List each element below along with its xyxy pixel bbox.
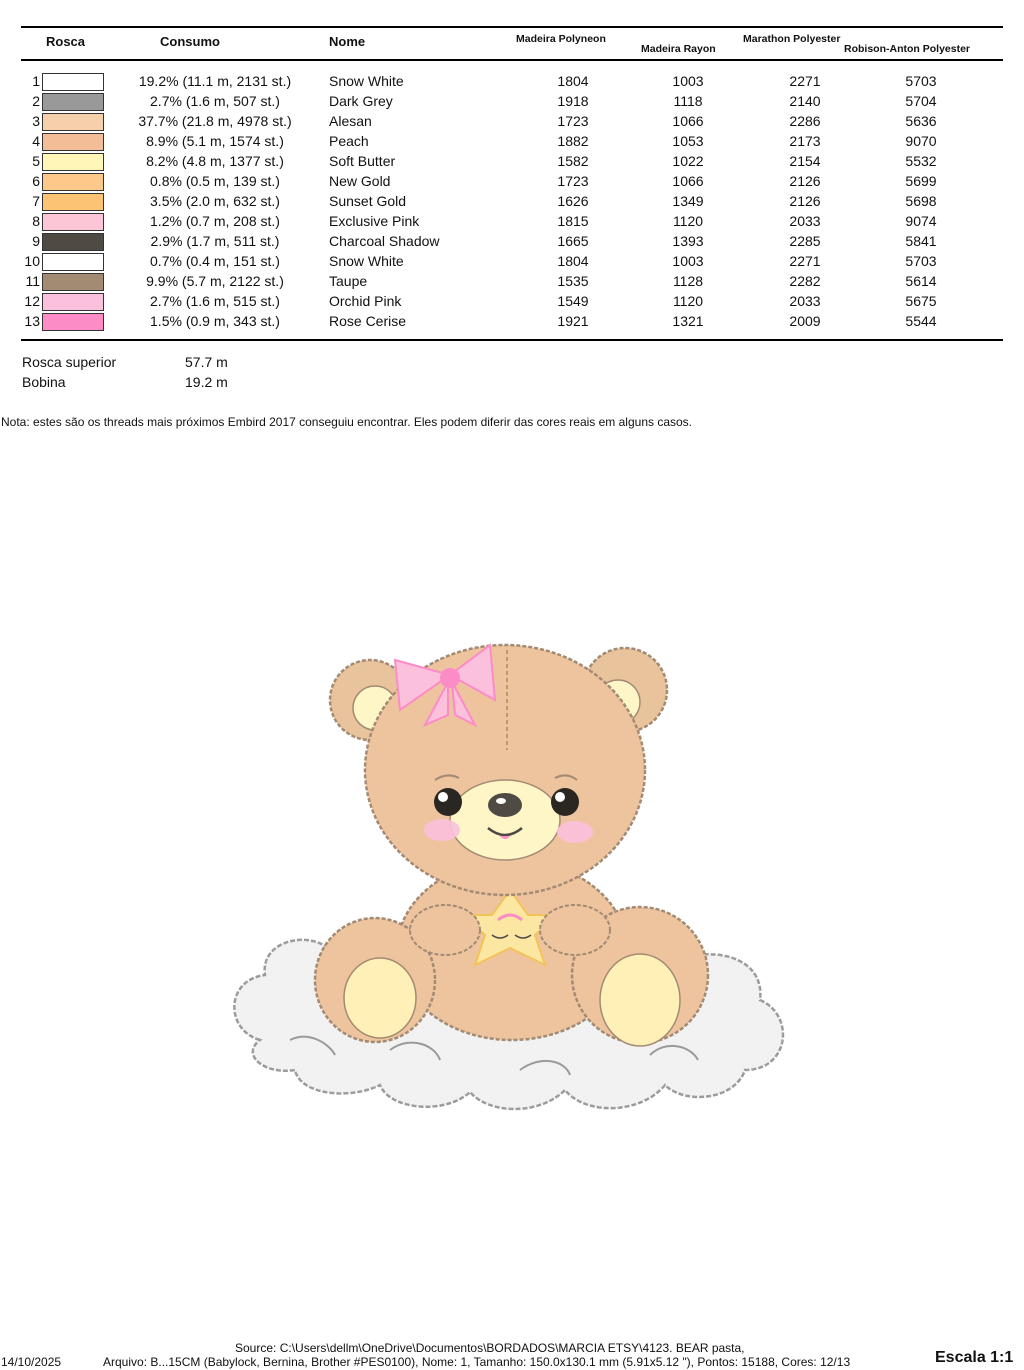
- thread-number: 3: [32, 113, 40, 129]
- marathon-polyester-code: 2271: [789, 73, 821, 89]
- robison-anton-code: 5614: [905, 273, 937, 289]
- madeira-polyneon-code: 1723: [557, 113, 589, 129]
- madeira-rayon-code: 1120: [672, 213, 704, 229]
- madeira-rayon-code: 1321: [672, 313, 704, 329]
- thread-consumption: 2.7% (1.6 m, 507 st.): [150, 93, 280, 109]
- thread-number: 11: [25, 273, 40, 289]
- marathon-polyester-code: 2154: [789, 153, 821, 169]
- madeira-rayon-code: 1003: [672, 73, 704, 89]
- thread-name: Taupe: [329, 273, 368, 289]
- thread-color-swatch: [42, 253, 104, 271]
- thread-consumption: 19.2% (11.1 m, 2131 st.): [138, 73, 292, 89]
- robison-anton-code: 9074: [905, 213, 937, 229]
- thread-name: Rose Cerise: [329, 313, 407, 329]
- marathon-polyester-code: 2033: [789, 293, 821, 309]
- thread-name: Soft Butter: [329, 153, 396, 169]
- madeira-rayon-code: 1349: [672, 193, 704, 209]
- thread-consumption: 1.5% (0.9 m, 343 st.): [150, 313, 280, 329]
- header-rosca: Rosca: [46, 34, 86, 49]
- header-madeira-rayon: Madeira Rayon: [641, 43, 716, 55]
- madeira-rayon-code: 1128: [672, 273, 704, 289]
- marathon-polyester-code: 2140: [789, 93, 821, 109]
- thread-number: 7: [32, 193, 40, 209]
- table-row: [0, 132, 1024, 152]
- robison-anton-code: 5636: [905, 113, 937, 129]
- marathon-polyester-code: 2286: [789, 113, 821, 129]
- madeira-polyneon-code: 1921: [557, 313, 589, 329]
- madeira-polyneon-code: 1882: [557, 133, 589, 149]
- thread-consumption: 0.8% (0.5 m, 139 st.): [150, 173, 280, 189]
- robison-anton-code: 5699: [905, 173, 937, 189]
- footer-source: Source: C:\Users\dellm\OneDrive\Documentos\BORDADOS\MARCIA ETSY\4123. BEAR pasta,: [235, 1341, 745, 1355]
- thread-color-swatch: [42, 273, 104, 291]
- madeira-polyneon-code: 1665: [557, 233, 589, 249]
- thread-color-swatch: [42, 213, 104, 231]
- thread-color-swatch: [42, 153, 104, 171]
- madeira-polyneon-code: 1626: [557, 193, 589, 209]
- thread-color-swatch: [42, 313, 104, 331]
- header-madeira-polyneon: Madeira Polyneon: [516, 33, 606, 45]
- madeira-polyneon-code: 1804: [557, 73, 589, 89]
- thread-consumption: 37.7% (21.8 m, 4978 st.): [138, 113, 292, 129]
- madeira-polyneon-code: 1804: [557, 253, 589, 269]
- thread-consumption: 9.9% (5.7 m, 2122 st.): [146, 273, 284, 289]
- thread-number: 10: [24, 253, 40, 269]
- madeira-polyneon-code: 1535: [557, 273, 589, 289]
- madeira-rayon-code: 1393: [672, 233, 704, 249]
- table-row: [0, 252, 1024, 272]
- thread-number: 9: [32, 233, 40, 249]
- header-robison-anton-polyester: Robison-Anton Polyester: [844, 43, 971, 55]
- table-row: [0, 272, 1024, 292]
- robison-anton-code: 5698: [905, 193, 937, 209]
- table-header-rule: [21, 59, 1003, 61]
- table-row: [0, 72, 1024, 92]
- table-row: [0, 172, 1024, 192]
- thread-name: Dark Grey: [329, 93, 393, 109]
- robison-anton-code: 9070: [905, 133, 937, 149]
- thread-color-swatch: [42, 133, 104, 151]
- table-row: [0, 192, 1024, 212]
- thread-consumption: 3.5% (2.0 m, 632 st.): [150, 193, 280, 209]
- madeira-rayon-code: 1066: [672, 113, 704, 129]
- madeira-polyneon-code: 1549: [557, 293, 589, 309]
- madeira-rayon-code: 1022: [672, 153, 704, 169]
- rosca-superior-value: 57.7 m: [185, 354, 228, 370]
- thread-color-swatch: [42, 293, 104, 311]
- madeira-polyneon-code: 1582: [557, 153, 589, 169]
- thread-name: Sunset Gold: [329, 193, 407, 209]
- footer-arquivo: Arquivo: B...15CM (Babylock, Bernina, Brother #PES0100), Nome: 1, Tamanho: 150.0x130.1 mm (5.91x5.12 "), Pontos: 15188, Cores: 12/13: [103, 1355, 851, 1369]
- header-marathon-polyester: Marathon Polyester: [743, 33, 841, 45]
- thread-note: Nota: estes são os threads mais próximos Embird 2017 conseguiu encontrar. Eles podem diferir das cores reais em alguns casos.: [1, 415, 693, 429]
- robison-anton-code: 5532: [905, 153, 937, 169]
- thread-name: Snow White: [329, 73, 404, 89]
- thread-consumption: 8.2% (4.8 m, 1377 st.): [146, 153, 284, 169]
- thread-consumption: 8.9% (5.1 m, 1574 st.): [146, 133, 284, 149]
- thread-color-swatch: [42, 93, 104, 111]
- table-row: [0, 292, 1024, 312]
- marathon-polyester-code: 2033: [789, 213, 821, 229]
- table-bottom-rule: [21, 339, 1003, 341]
- thread-name: Snow White: [329, 253, 404, 269]
- madeira-polyneon-code: 1918: [557, 93, 589, 109]
- thread-consumption: 1.2% (0.7 m, 208 st.): [150, 213, 280, 229]
- thread-color-swatch: [42, 73, 104, 91]
- thread-name: Alesan: [329, 113, 372, 129]
- thread-consumption: 0.7% (0.4 m, 151 st.): [150, 253, 280, 269]
- thread-name: New Gold: [329, 173, 391, 189]
- thread-name: Charcoal Shadow: [329, 233, 440, 249]
- robison-anton-code: 5703: [905, 253, 937, 269]
- bobina-label: Bobina: [22, 374, 66, 390]
- table-row: [0, 212, 1024, 232]
- thread-number: 13: [24, 313, 40, 329]
- thread-color-swatch: [42, 173, 104, 191]
- madeira-rayon-code: 1053: [672, 133, 704, 149]
- table-row: [0, 312, 1024, 332]
- thread-number: 6: [32, 173, 40, 189]
- thread-name: Orchid Pink: [329, 293, 402, 309]
- madeira-rayon-code: 1066: [672, 173, 704, 189]
- header-consumo: Consumo: [160, 34, 220, 49]
- madeira-polyneon-code: 1815: [557, 213, 589, 229]
- marathon-polyester-code: 2173: [789, 133, 821, 149]
- thread-name: Exclusive Pink: [329, 213, 420, 229]
- marathon-polyester-code: 2126: [789, 193, 821, 209]
- thread-color-swatch: [42, 193, 104, 211]
- madeira-polyneon-code: 1723: [557, 173, 589, 189]
- bobina-value: 19.2 m: [185, 374, 228, 390]
- robison-anton-code: 5703: [905, 73, 937, 89]
- table-row: [0, 92, 1024, 112]
- thread-name: Peach: [329, 133, 369, 149]
- madeira-rayon-code: 1120: [672, 293, 704, 309]
- thread-number: 5: [32, 153, 40, 169]
- thread-number: 12: [24, 293, 40, 309]
- table-top-rule: [21, 26, 1003, 28]
- table-row: [0, 112, 1024, 132]
- robison-anton-code: 5544: [905, 313, 937, 329]
- embroidery-design-preview: [220, 630, 810, 1130]
- footer-date: 14/10/2025: [1, 1355, 62, 1369]
- marathon-polyester-code: 2009: [789, 313, 821, 329]
- marathon-polyester-code: 2285: [789, 233, 821, 249]
- rosca-superior-label: Rosca superior: [22, 354, 117, 370]
- thread-consumption: 2.9% (1.7 m, 511 st.): [150, 233, 280, 249]
- thread-number: 2: [32, 93, 40, 109]
- robison-anton-code: 5841: [905, 233, 937, 249]
- robison-anton-code: 5704: [905, 93, 937, 109]
- marathon-polyester-code: 2126: [789, 173, 821, 189]
- thread-consumption: 2.7% (1.6 m, 515 st.): [150, 293, 280, 309]
- footer-escala: Escala 1:1: [935, 1349, 1014, 1366]
- marathon-polyester-code: 2271: [789, 253, 821, 269]
- marathon-polyester-code: 2282: [789, 273, 821, 289]
- madeira-rayon-code: 1003: [672, 253, 704, 269]
- table-row: [0, 232, 1024, 252]
- thread-color-swatch: [42, 113, 104, 131]
- madeira-rayon-code: 1118: [673, 93, 703, 109]
- thread-number: 4: [32, 133, 40, 149]
- thread-number: 8: [32, 213, 40, 229]
- table-row: [0, 152, 1024, 172]
- header-nome: Nome: [329, 34, 366, 49]
- robison-anton-code: 5675: [905, 293, 937, 309]
- thread-number: 1: [32, 73, 40, 89]
- thread-color-swatch: [42, 233, 104, 251]
